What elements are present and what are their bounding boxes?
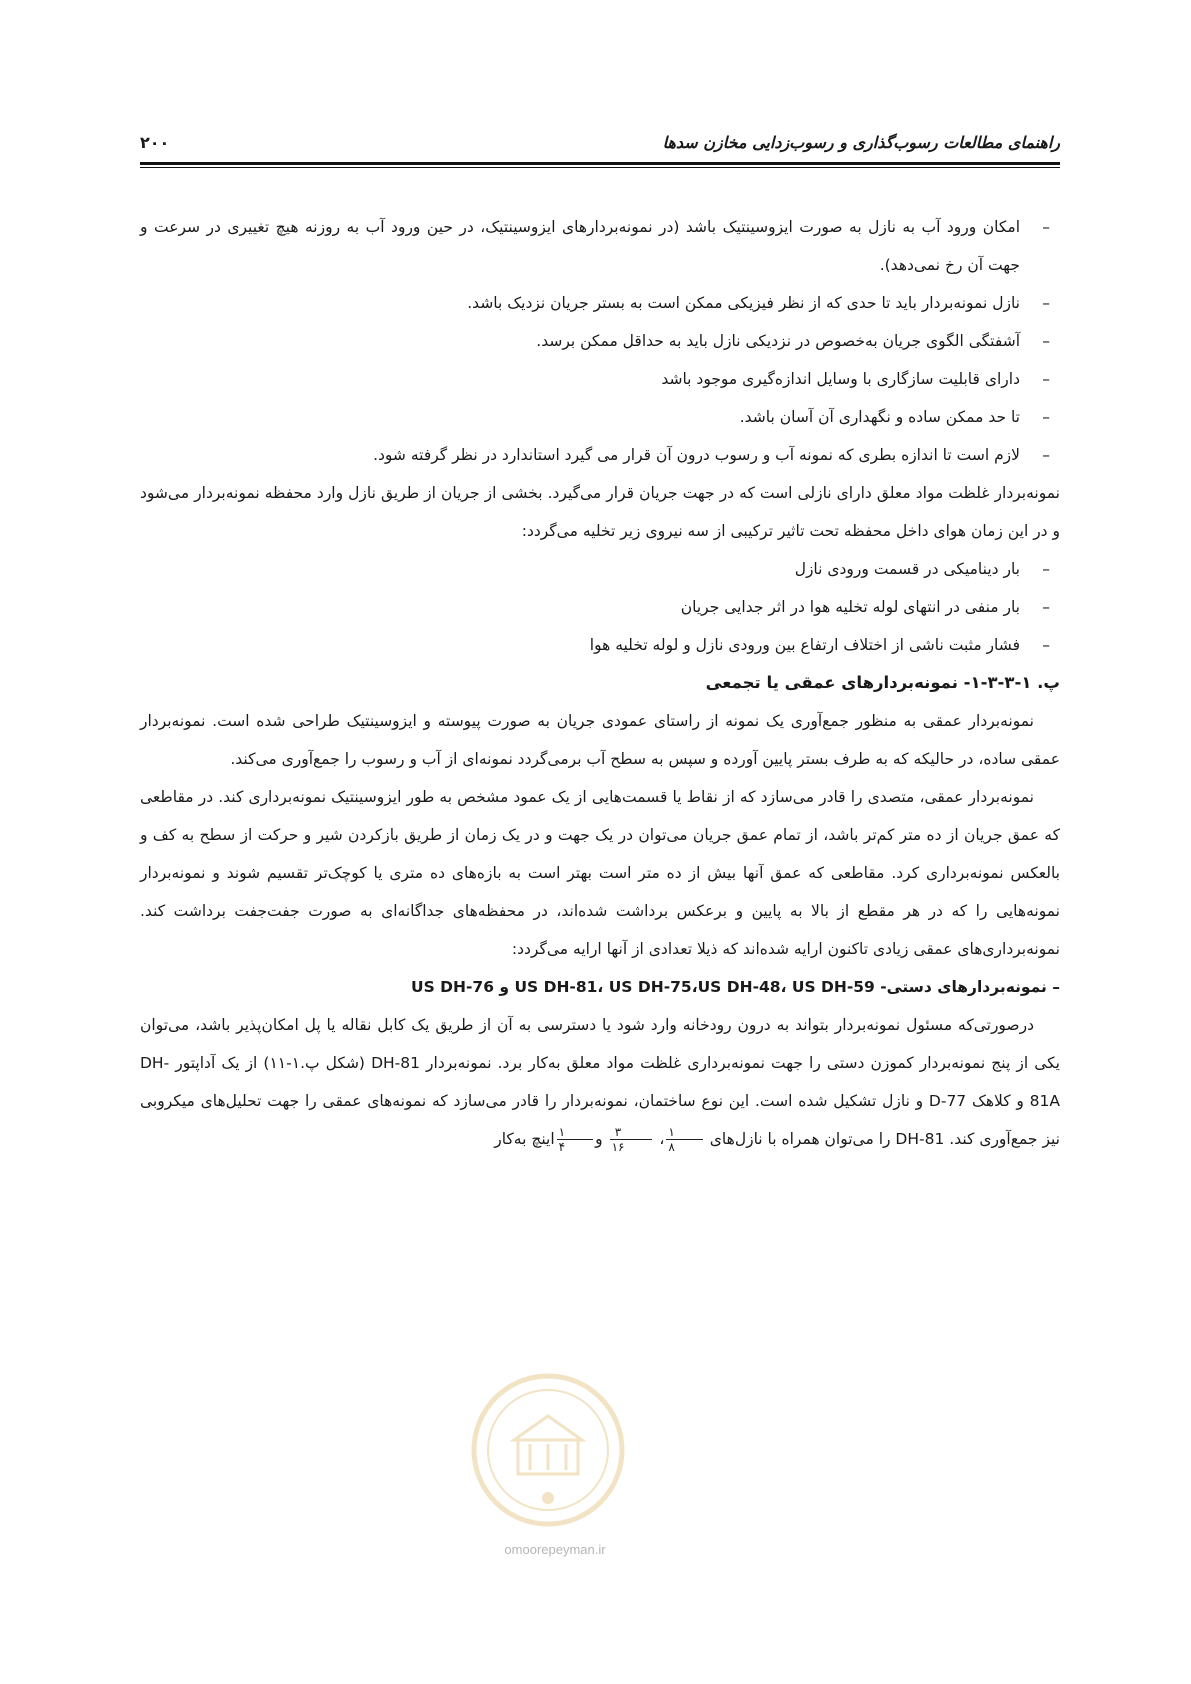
header-rule-thin	[140, 167, 1060, 168]
paragraph: نمونه‌بردار عمقی به منظور جمع‌آوری یک نمونه از راستای عمودی جریان به صورت پیوسته و ایزوسینتیک طراحی شده است. نمونه‌بردار عمقی ساده، در حالیکه که به طرف بستر پایین آورده و سپس به سطح آب برمی‌گردد نمونه‌ای از آب و رسوب را جمع‌آوری می‌کند.	[140, 712, 1060, 768]
paragraph: درصورتی‌که مسئول نمونه‌بردار بتواند به درون رودخانه وارد شود یا دسترسی به آن از طریق یک کابل نقاله یا پل امکان‌پذیر باشد، می‌توان یکی از پنج نمونه‌بردار کموزن دستی را جهت نمونه‌برداری غلظت مواد معلق به‌کار برد. نمونه‌بردار DH-81 (شکل پ.۱-۱۱) از یک آداپتور DH-81A و کلاهک D-77 و نازل تشکیل شده است. این نوع ساختمان، نمونه‌بردار را قادر می‌سازد که نمونه‌های عمقی را جهت تحلیل‌های میکروبی نیز جمع‌آوری کند. DH-81 را می‌توان همراه با نازل‌های $\frac{۱}{۸}$ ، $\frac{۳}{۱۶}$ و $\frac{۱}{۴}$ اینچ به‌کار	[140, 1016, 1060, 1154]
list-item: – آشفتگی الگوی جریان به‌خصوص در نزدیکی نازل باید به حداقل ممکن برسد.	[140, 322, 1060, 360]
list-item: – لازم است تا اندازه بطری که نمونه آب و رسوب درون آن قرار می گیرد استاندارد در نظر گرفته شود.	[140, 436, 1060, 474]
requirements-list	[140, 208, 1060, 474]
section-heading: پ. ۱-۳-۳-۱- نمونه‌بردارهای عمقی یا تجمعی	[705, 673, 1060, 692]
watermark-logo	[468, 1370, 628, 1530]
list-item: – دارای قابلیت سازگاری با وسایل اندازه‌گیری موجود باشد	[140, 360, 1060, 398]
body-text	[140, 208, 1060, 1158]
dash-bullet: –	[1042, 332, 1050, 350]
fraction: $\frac{۱}{۴}$	[557, 1125, 593, 1154]
paragraph: نمونه‌بردار غلظت مواد معلق دارای نازلی است که در جهت جریان قرار می‌گیرد. بخشی از جریان از طریق نازل وارد محفظه نمونه‌بردار می‌شود و در این زمان هوای داخل محفظه تحت تاثیر ترکیبی از سه نیروی زیر تخلیه می‌گردد:	[140, 484, 1060, 540]
list-item: – نازل نمونه‌بردار باید تا حدی که از نظر فیزیکی ممکن است به بستر جریان نزدیک باشد.	[140, 284, 1060, 322]
header-rule	[140, 162, 1060, 165]
page-header	[140, 122, 1060, 162]
paragraph: نمونه‌بردار عمقی، متصدی را قادر می‌سازد که از نقاط یا قسمت‌هایی از یک عمود مشخص به طور ایزوسینتیک نمونه‌برداری کند. در مقاطعی که عمق جریان از ده متر کم‌تر باشد، از تمام عمق جریان می‌توان در یک جهت و در یک زمان از طریق بازکردن شیر و حرکت از سطح به کف و بالعکس نمونه‌برداری کرد. مقاطعی که عمق آنها بیش از ده متر است بهتر است به بازه‌های ده متری یا کوچک‌تر تقسیم شوند و نمونه‌بردار نمونه‌هایی را که در هر مقطع از بالا به پایین و برعکس برداشت شده‌اند، در محفظه‌های جداگانه‌ای به صورت جفت‌جفت برداشت کند. نمونه‌برداری‌های عمقی زیادی تاکنون ارایه شده‌اند که ذیلا تعدادی از آنها ارایه می‌گردد:	[140, 788, 1060, 958]
page-number: ۲۰۰	[140, 132, 170, 152]
dash-bullet: –	[1042, 598, 1050, 616]
running-title: راهنمای مطالعات رسوب‌گذاری و رسوب‌زدایی مخازن سدها	[662, 132, 1060, 152]
forces-list	[140, 550, 1060, 664]
dash-bullet: –	[1042, 636, 1050, 654]
subsection-heading: – نمونه‌بردارهای دستی- US DH-81، US DH-75،US DH-48، US DH-59 و US DH-76	[411, 978, 1060, 996]
fraction: $\frac{۳}{۱۶}$	[610, 1125, 653, 1154]
dash-bullet: –	[1042, 560, 1050, 578]
list-item: – فشار مثبت ناشی از اختلاف ارتفاع بین ورودی نازل و لوله تخلیه هوا	[140, 626, 1060, 664]
list-item: – امکان ورود آب به نازل به صورت ایزوسینتیک باشد (در نمونه‌بردارهای ایزوسینتیک، در حین ورود آب به روزنه هیچ تغییری در سرعت و جهت آن رخ نمی‌دهد).	[140, 208, 1060, 284]
dash-bullet: –	[1042, 294, 1050, 312]
dash-bullet: –	[1042, 446, 1050, 464]
dash-bullet: –	[1042, 370, 1050, 388]
list-item: – تا حد ممکن ساده و نگهداری آن آسان باشد.	[140, 398, 1060, 436]
fraction: $\frac{۱}{۸}$	[666, 1125, 702, 1154]
dash-bullet: –	[1042, 218, 1050, 236]
list-item: – بار منفی در انتهای لوله تخلیه هوا در اثر جدایی جریان	[140, 588, 1060, 626]
dash-bullet: –	[1042, 408, 1050, 426]
list-item: – بار دینامیکی در قسمت ورودی نازل	[140, 550, 1060, 588]
watermark-url: omoorepeyman.ir	[504, 1542, 606, 1557]
